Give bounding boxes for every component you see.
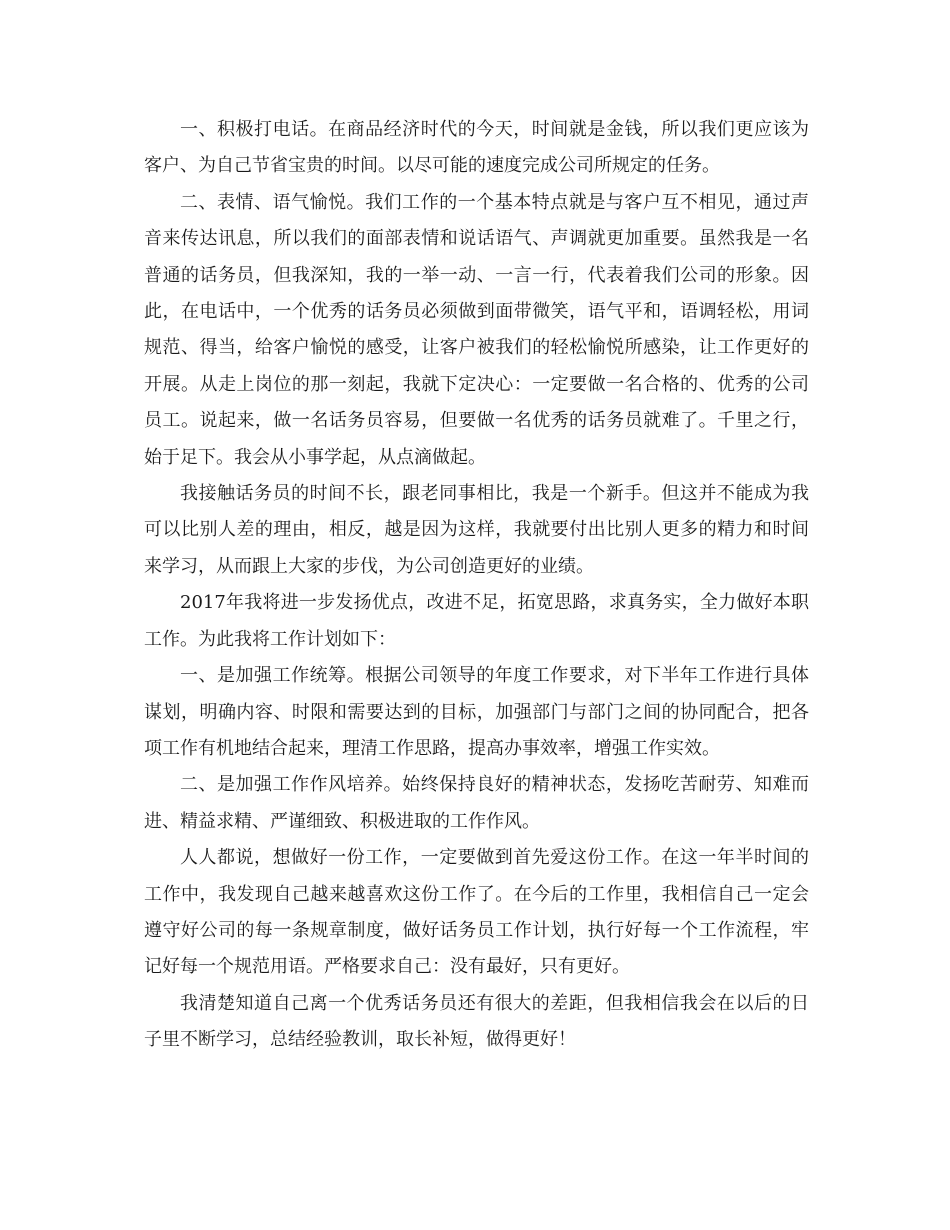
paragraph-5: 一、是加强工作统筹。根据公司领导的年度工作要求，对下半年工作进行具体谋划，明确内容、时限和需要达到的目标，加强部门与部门之间的协同配合，把各项工作有机地结合起来，理清工作思路，提高办事效率，增强工作实效。 bbox=[144, 665, 809, 759]
document-body bbox=[144, 112, 809, 1059]
paragraph-8: 我清楚知道自己离一个优秀话务员还有很大的差距，但我相信我会在以后的日子里不断学习，总结经验教训，取长补短，做得更好！ bbox=[144, 992, 809, 1051]
paragraph-4: 2017年我将进一步发扬优点，改进不足，拓宽思路，求真务实，全力做好本职工作。为此我将工作计划如下： bbox=[144, 592, 809, 650]
paragraph-2: 二、表情、语气愉悦。我们工作的一个基本特点就是与客户互不相见，通过声音来传达讯息，所以我们的面部表情和说话语气、声调就更加重要。虽然我是一名普通的话务员，但我深知，我的一举一动、一言一行，代表着我们公司的形象。因此，在电话中，一个优秀的话务员必须做到面带微笑，语气平和，语调轻松，用词规范、得当，给客户愉悦的感受，让客户被我们的轻松愉悦所感染，让工作更好的开展。从走上岗位的那一刻起，我就下定决心：一定要做一名合格的、优秀的公司员工。说起来，做一名话务员容易，但要做一名优秀的话务员就难了。千里之行，始于足下。我会从小事学起，从点滴做起。 bbox=[144, 191, 809, 468]
paragraph-3: 我接触话务员的时间不长，跟老同事相比，我是一个新手。但这并不能成为我可以比别人差的理由，相反，越是因为这样，我就要付出比别人更多的精力和时间来学习，从而跟上大家的步伐，为公司创造更好的业绩。 bbox=[144, 483, 809, 577]
paragraph-1: 一、积极打电话。在商品经济时代的今天，时间就是金钱，所以我们更应该为客户、为自己节省宝贵的时间。以尽可能的速度完成公司所规定的任务。 bbox=[144, 119, 809, 177]
paragraph-6: 二、是加强工作作风培养。始终保持良好的精神状态，发扬吃苦耐劳、知难而进、精益求精、严谨细致、积极进取的工作作风。 bbox=[144, 774, 809, 832]
paragraph-7: 人人都说，想做好一份工作，一定要做到首先爱这份工作。在这一年半时间的工作中，我发现自己越来越喜欢这份工作了。在今后的工作里，我相信自己一定会遵守好公司的每一条规章制度，做好话务员工作计划，执行好每一个工作流程，牢记好每一个规范用语。严格要求自己：没有最好，只有更好。 bbox=[144, 847, 809, 978]
